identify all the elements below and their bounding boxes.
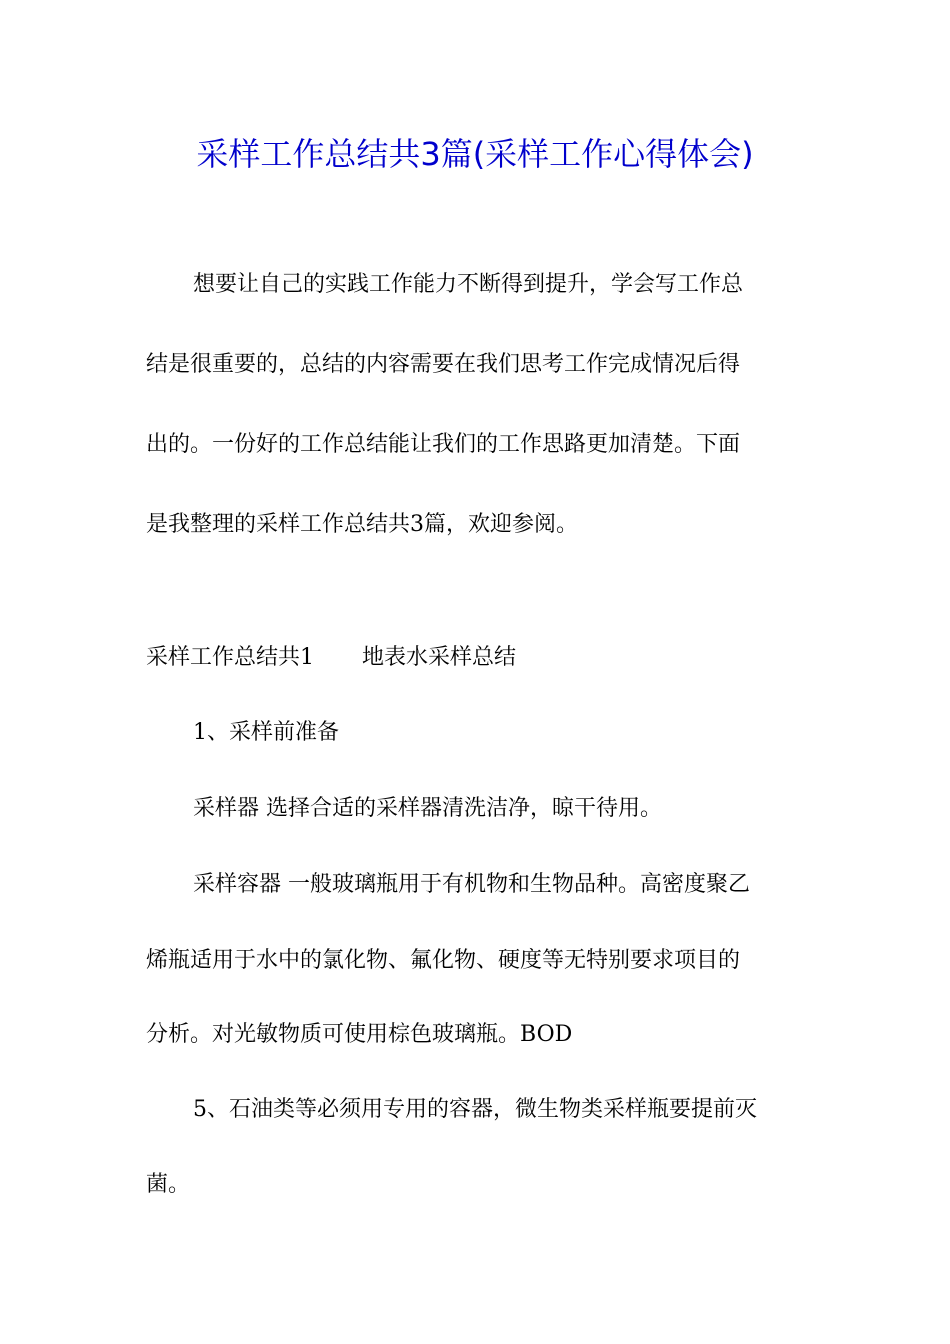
step5-line: 菌。 xyxy=(146,1172,191,1197)
step-heading: 1、采样前准备 xyxy=(193,720,339,745)
sampler-paragraph: 采样器 选择合适的采样器清洗洁净，晾干待用。 xyxy=(193,796,662,821)
intro-paragraph xyxy=(146,265,806,585)
document-title: 采样工作总结共3篇(采样工作心得体会) xyxy=(196,135,754,173)
section-subheading: 地表水采样总结 xyxy=(362,645,517,670)
intro-line: 出的。一份好的工作总结能让我们的工作思路更加清楚。下面 xyxy=(146,432,741,457)
section-heading-label: 采样工作总结共1 xyxy=(146,645,314,670)
step5-line: 5、石油类等必须用专用的容器，微生物类采样瓶要提前灭 xyxy=(193,1097,757,1122)
container-line: 采样容器 一般玻璃瓶用于有机物和生物品种。高密度聚乙 xyxy=(193,872,750,897)
section-heading xyxy=(146,638,806,678)
intro-line: 是我整理的采样工作总结共3篇，欢迎参阅。 xyxy=(146,512,578,537)
intro-line: 想要让自己的实践工作能力不断得到提升，学会写工作总 xyxy=(193,272,744,297)
intro-line: 结是很重要的，总结的内容需要在我们思考工作完成情况后得 xyxy=(146,352,741,377)
container-line: 烯瓶适用于水中的氯化物、氟化物、硬度等无特别要求项目的 xyxy=(146,948,741,973)
container-line: 分析。对光敏物质可使用棕色玻璃瓶。BOD xyxy=(146,1022,573,1047)
